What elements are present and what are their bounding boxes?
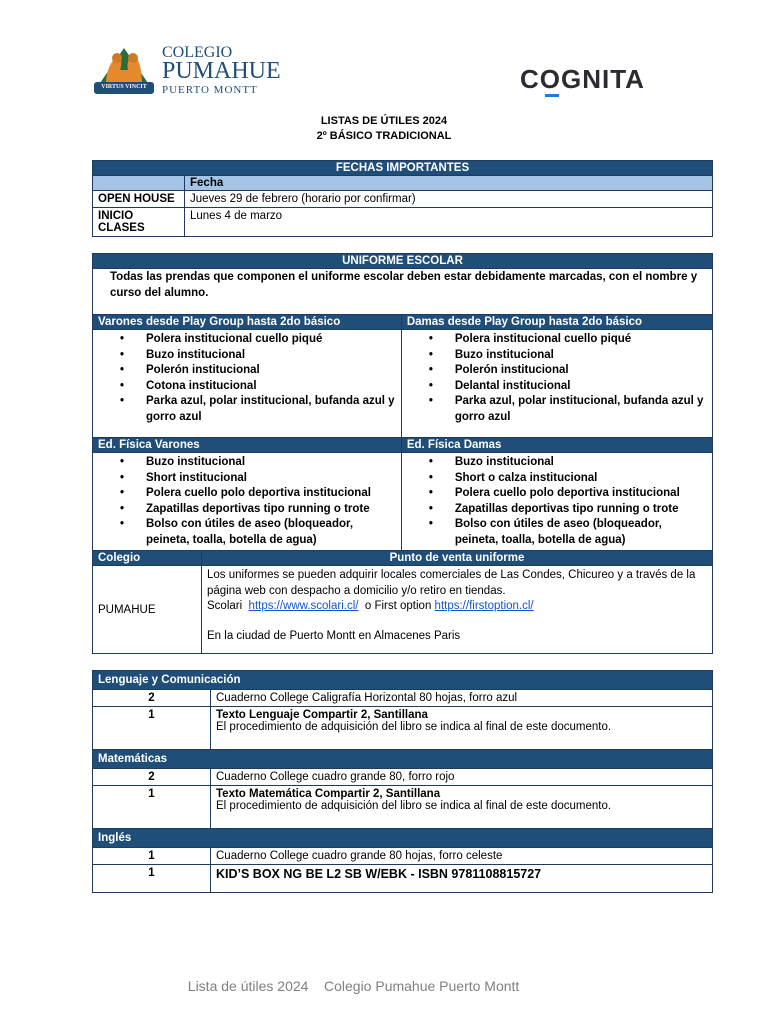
fechas-blank <box>93 176 185 191</box>
varones-list <box>93 330 402 438</box>
fechas-value: Jueves 29 de febrero (horario por confirmar) <box>185 191 713 208</box>
list-item: • Zapatillas deportivas tipo running o trote <box>455 502 707 518</box>
list-item: • Bolso con útiles de aseo (bloqueador, peineta, toalla, botella de agua) <box>455 517 707 548</box>
list-item: • Buzo institucional <box>455 348 707 364</box>
list-item: • Delantal institucional <box>455 379 707 395</box>
item-qty: 1 <box>93 786 211 829</box>
uniforme-table <box>92 253 713 654</box>
footer-right: Colegio Pumahue Puerto Montt <box>323 978 520 994</box>
colegio-name: PUMAHUE <box>93 566 202 654</box>
venta-col: Punto de venta uniforme <box>202 551 713 566</box>
item-qty: 2 <box>93 769 211 786</box>
fechas-col: Fecha <box>185 176 713 191</box>
item-text: Cuaderno College cuadro grande 80, forro rojo <box>211 769 713 786</box>
damas-list <box>401 330 712 438</box>
item-text: Cuaderno College cuadro grande 80 hojas, forro celeste <box>211 848 713 865</box>
school-name-line1: COLEGIO <box>162 44 233 61</box>
item-text: Cuaderno College Caligrafía Horizontal 80 hojas, forro azul <box>211 690 713 707</box>
edf-varones-title: Ed. Física Varones <box>93 438 402 453</box>
cognita-logo: COGNITA <box>520 64 645 94</box>
title-line1: LISTAS DE ÚTILES 2024 <box>320 115 448 127</box>
item-qty: 1 <box>93 707 211 750</box>
school-name-line2: PUMAHUE <box>162 58 281 84</box>
subject-matematicas: Matemáticas <box>93 750 713 769</box>
document-title <box>0 114 768 144</box>
uniforme-intro: Todas las prendas que componen el uniforme escolar deben estar debidamente marcadas, con el nombre y curso del alumno. <box>93 269 713 315</box>
venta-text: Los uniformes se pueden adquirir locales comerciales de Las Condes, Chicureo y a través de la página web con despacho a domicilio y/o retiro en tiendas. <box>207 569 696 597</box>
item-title: Texto Lenguaje Compartir 2, Santillana <box>216 709 428 721</box>
subject-lenguaje: Lenguaje y Comunicación <box>93 671 713 690</box>
fechas-table <box>92 160 713 237</box>
fechas-header: FECHAS IMPORTANTES <box>93 161 713 176</box>
list-item: • Polera institucional cuello piqué <box>455 332 707 348</box>
item-title: Texto Matemática Compartir 2, Santillana <box>216 788 441 800</box>
list-item: • Buzo institucional <box>146 455 396 471</box>
damas-title: Damas desde Play Group hasta 2do básico <box>401 315 712 330</box>
fechas-label: OPEN HOUSE <box>93 191 185 208</box>
subjects-table <box>92 670 713 893</box>
item-cell <box>211 786 713 829</box>
title-line2: 2º BÁSICO TRADICIONAL <box>316 130 452 142</box>
item-text: El procedimiento de adquisición del libro se indica al final de este documento. <box>216 721 612 733</box>
school-logo <box>92 40 282 100</box>
item-qty: 2 <box>93 690 211 707</box>
list-item: • Polera cuello polo deportiva institucional <box>146 486 396 502</box>
varones-title: Varones desde Play Group hasta 2do básico <box>93 315 402 330</box>
uniforme-header: UNIFORME ESCOLAR <box>93 254 713 269</box>
edf-damas-title: Ed. Física Damas <box>401 438 712 453</box>
motto: VIRTUS VINCIT <box>101 84 147 90</box>
list-item: • Short institucional <box>146 471 396 487</box>
or-text: o First option <box>361 600 435 612</box>
list-item: • Zapatillas deportivas tipo running o trote <box>146 502 396 518</box>
edf-varones-list <box>93 453 402 551</box>
list-item: • Polera cuello polo deportiva institucional <box>455 486 707 502</box>
footer <box>180 962 519 994</box>
item-cell <box>211 707 713 750</box>
fechas-label: INICIO CLASES <box>93 208 185 237</box>
colegio-col: Colegio <box>93 551 202 566</box>
list-item: • Cotona institucional <box>146 379 396 395</box>
item-title: KID’S BOX NG BE L2 SB W/EBK - ISBN 9781108815727 <box>211 865 713 893</box>
item-text: El procedimiento de adquisición del libro se indica al final de este documento. <box>216 800 612 812</box>
item-qty: 1 <box>93 865 211 893</box>
venta-cell <box>202 566 713 654</box>
venta-links <box>207 599 707 615</box>
edf-damas-list <box>401 453 712 551</box>
list-item: • Bolso con útiles de aseo (bloqueador, peineta, toalla, botella de agua) <box>146 517 396 548</box>
list-item: • Parka azul, polar institucional, bufanda azul y gorro azul <box>146 394 396 425</box>
list-item: • Polerón institucional <box>455 363 707 379</box>
puerto-montt-text: En la ciudad de Puerto Montt en Almacenes Paris <box>207 629 461 642</box>
subject-ingles: Inglés <box>93 829 713 848</box>
list-item: • Polera institucional cuello piqué <box>146 332 396 348</box>
puma-crest-icon <box>92 40 156 100</box>
cognita-underline <box>545 94 559 97</box>
footer-left: Lista de útiles 2024 <box>187 978 309 994</box>
scolari-link[interactable]: https://www.scolari.cl/ <box>248 600 359 612</box>
list-item: • Buzo institucional <box>455 455 707 471</box>
scolari-label: Scolari <box>207 600 243 612</box>
list-item: • Parka azul, polar institucional, bufanda azul y gorro azul <box>455 394 707 425</box>
school-name-line3: PUERTO MONTT <box>162 84 258 96</box>
item-qty: 1 <box>93 848 211 865</box>
firstoption-link[interactable]: https://firstoption.cl/ <box>434 600 534 612</box>
list-item: • Short o calza institucional <box>455 471 707 487</box>
list-item: • Polerón institucional <box>146 363 396 379</box>
fechas-value: Lunes 4 de marzo <box>185 208 713 237</box>
list-item: • Buzo institucional <box>146 348 396 364</box>
